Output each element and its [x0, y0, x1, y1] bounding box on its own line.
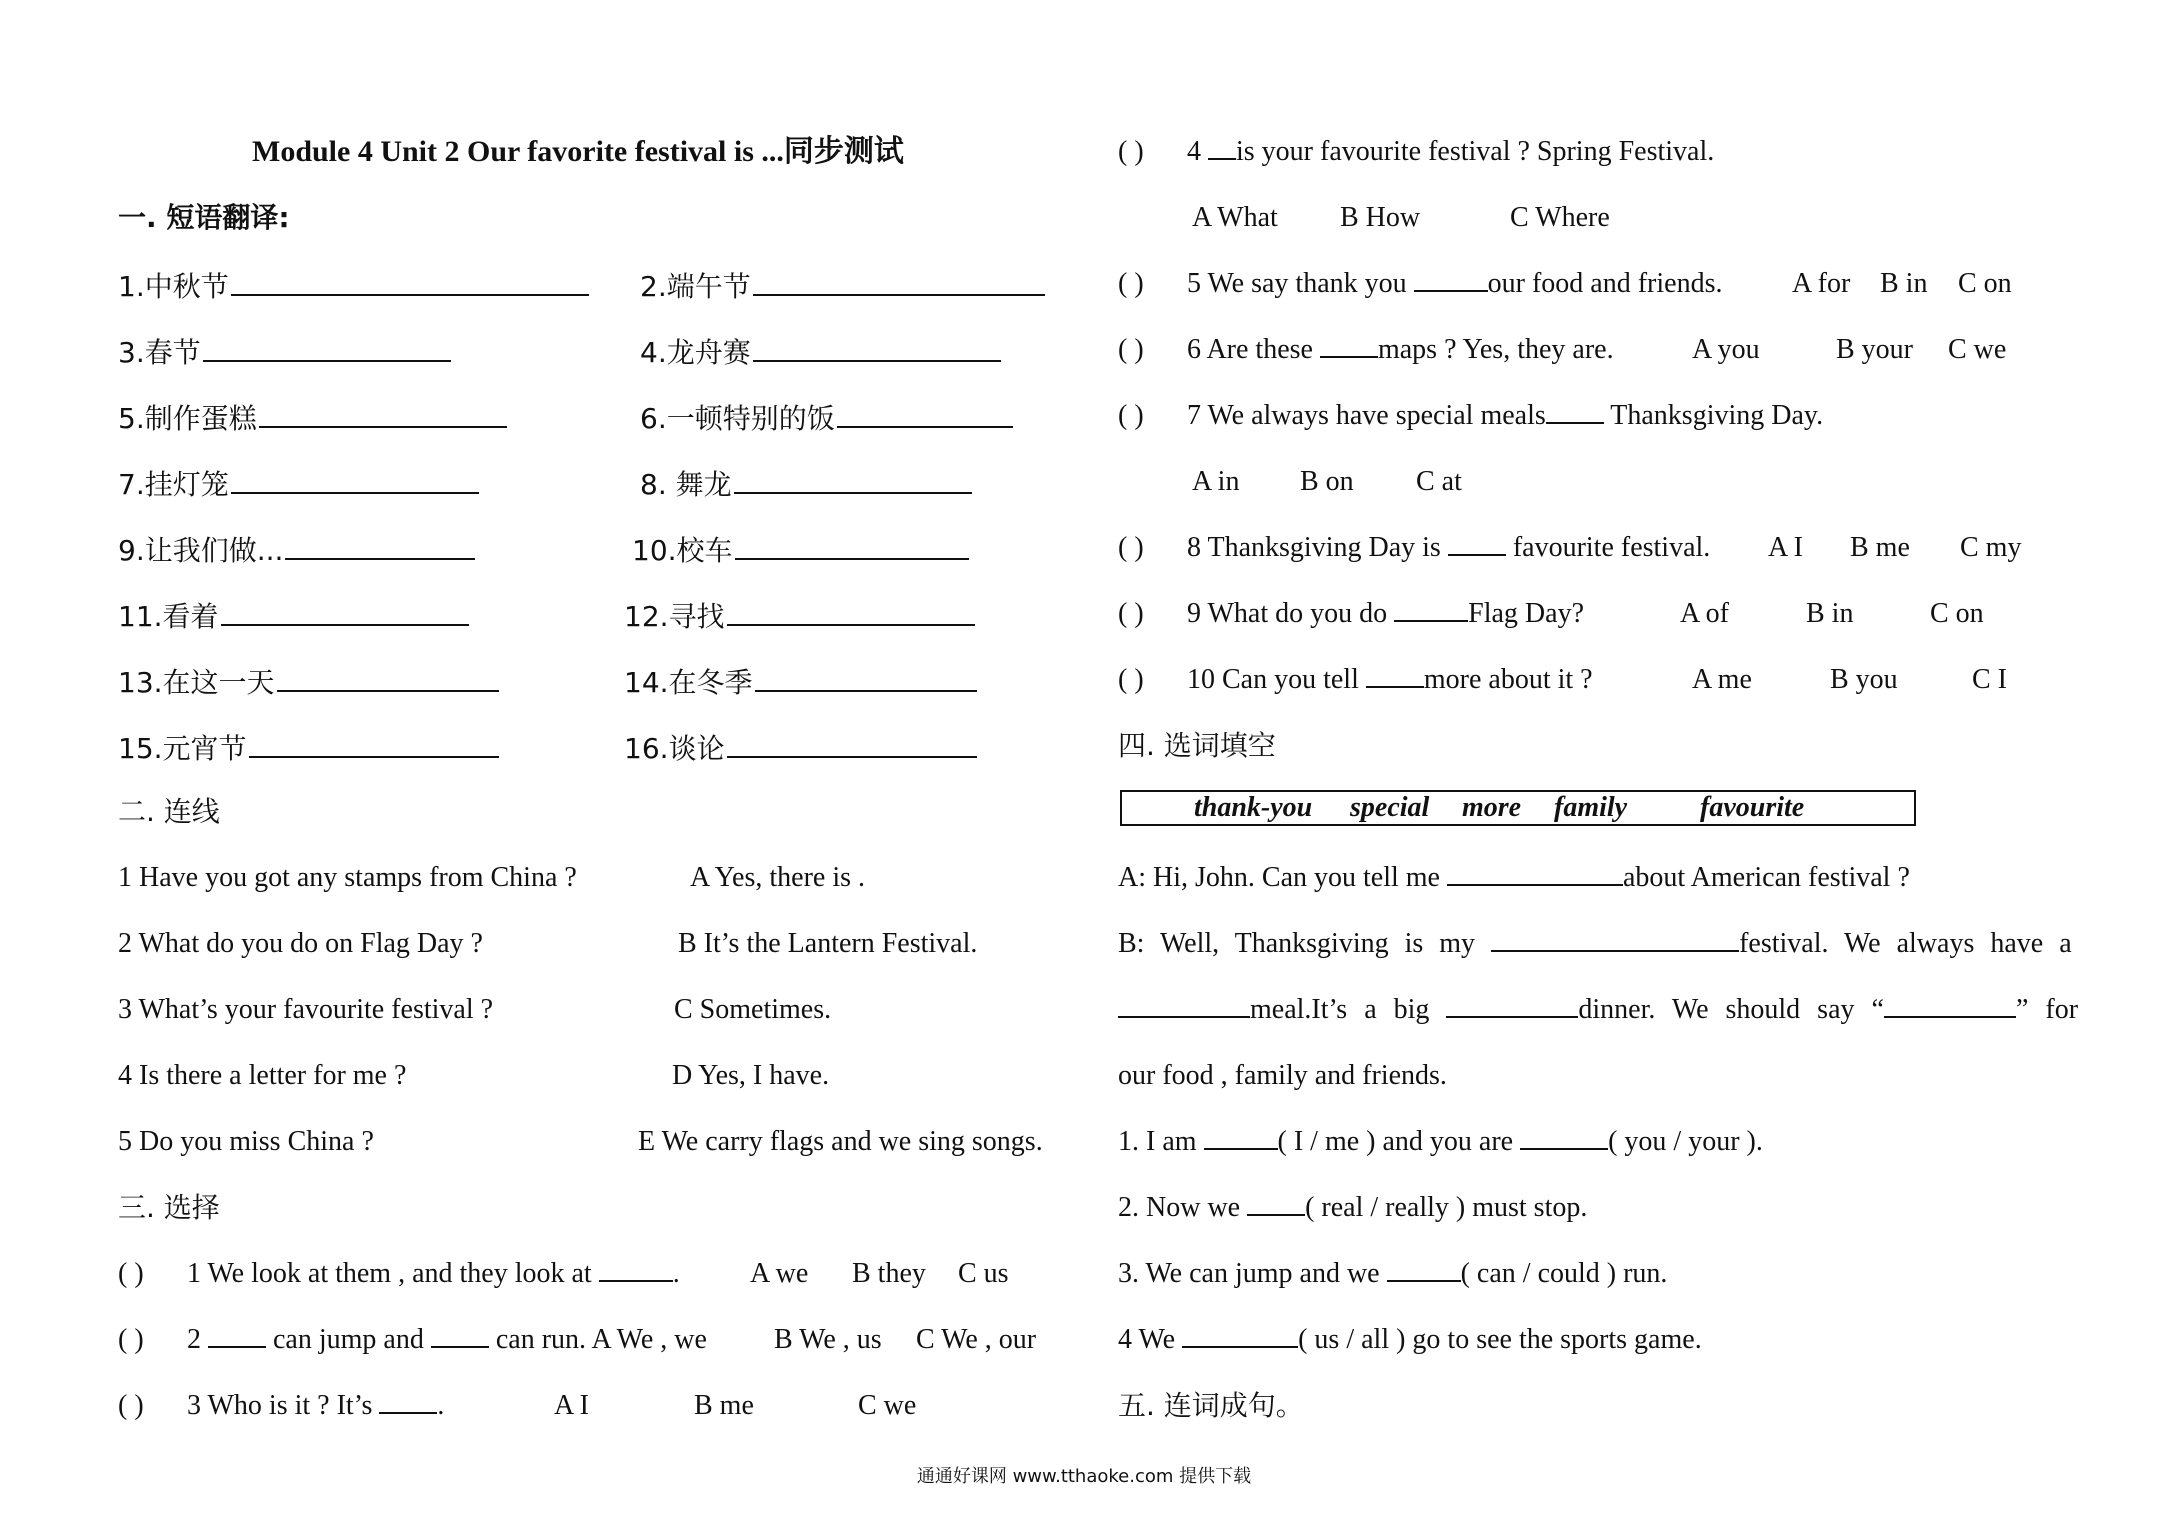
choice-question: ( ) 1 We look at them , and they look at .	[118, 1254, 680, 1294]
phrase-item: 1.中秋节	[118, 264, 589, 307]
choice-option: B they	[852, 1258, 926, 1289]
choice-option: C I	[1972, 664, 2007, 695]
phrase-item: 5.制作蛋糕	[118, 396, 507, 439]
section-3-heading: 三. 选择	[118, 1191, 220, 1224]
choice-option: B How	[1340, 202, 1421, 233]
choice-option: B your	[1836, 334, 1913, 365]
match-question: 3 What’s your favourite festival ?	[118, 994, 494, 1025]
choice-option: A we	[750, 1258, 809, 1289]
section-1-heading: 一. 短语翻译:	[118, 201, 290, 234]
section-4-heading: 四. 选词填空	[1118, 729, 1276, 762]
choice-option: B you	[1830, 664, 1898, 695]
dialogue-line: our food , family and friends.	[1118, 1060, 1447, 1091]
phrase-item: 2.端午节	[640, 264, 1045, 307]
choice-option: A you	[1692, 334, 1760, 365]
choice-option: A in	[1192, 466, 1240, 497]
choice-option: A I	[1768, 532, 1803, 563]
dialogue-line: B: Well, Thanksgiving is my festival. We always have a	[1118, 924, 2072, 964]
match-question: 1 Have you got any stamps from China ?	[118, 862, 577, 893]
choice-question: ( ) 7 We always have special meals Thanksgiving Day.	[1118, 396, 1823, 436]
choice-option: A me	[1692, 664, 1752, 695]
phrase-item: 8. 舞龙	[640, 462, 972, 505]
word-bank-word: more	[1462, 792, 1522, 823]
choice-option: C we	[858, 1390, 917, 1421]
choice-question: ( ) 6 Are these maps ? Yes, they are.	[1118, 330, 1614, 370]
choice-option: B We , us	[774, 1324, 882, 1355]
dialogue-line: meal.It’s a big dinner. We should say “ ” for	[1118, 990, 2078, 1030]
section-2-heading: 二. 连线	[118, 795, 220, 828]
word-bank-box	[1120, 790, 1916, 826]
choice-question: ( ) 2 can jump and can run. A We , we	[118, 1320, 707, 1360]
phrase-item: 9.让我们做...	[118, 528, 475, 571]
choice-option: C on	[1930, 598, 1984, 629]
fill-item: 2. Now we ( real / really ) must stop.	[1118, 1188, 1587, 1228]
choice-option: C us	[958, 1258, 1009, 1289]
choice-question: ( ) 8 Thanksgiving Day is favourite festival.	[1118, 528, 1710, 568]
match-answer: A Yes, there is .	[690, 862, 866, 893]
phrase-item: 10.校车	[632, 528, 969, 571]
choice-question: ( ) 4 is your favourite festival ? Spring Festival.	[1118, 132, 1714, 172]
choice-option: C my	[1960, 532, 2022, 563]
match-answer: B It’s the Lantern Festival.	[678, 928, 978, 959]
phrase-item: 13.在这一天	[118, 660, 499, 703]
word-bank-word: favourite	[1700, 792, 1805, 823]
phrase-item: 7.挂灯笼	[118, 462, 479, 505]
choice-option: C Where	[1510, 202, 1610, 233]
phrase-item: 6.一顿特别的饭	[640, 396, 1013, 439]
fill-item: 3. We can jump and we ( can / could ) run.	[1118, 1254, 1667, 1294]
match-answer: E We carry flags and we sing songs.	[638, 1126, 1043, 1157]
choice-question: ( ) 5 We say thank you our food and friends.	[1118, 264, 1722, 304]
choice-question: ( ) 9 What do you do Flag Day?	[1118, 594, 1584, 634]
match-question: 4 Is there a letter for me ?	[118, 1060, 407, 1091]
choice-option: A for	[1792, 268, 1851, 299]
choice-option: B on	[1300, 466, 1354, 497]
match-question: 5 Do you miss China ?	[118, 1126, 374, 1157]
choice-option: C at	[1416, 466, 1462, 497]
choice-option: B me	[694, 1390, 754, 1421]
word-bank-word: thank-you	[1194, 792, 1313, 823]
word-bank-word: family	[1554, 792, 1628, 823]
choice-option: B in	[1880, 268, 1928, 299]
choice-option: B me	[1850, 532, 1910, 563]
choice-question: ( ) 3 Who is it ? It’s .	[118, 1386, 444, 1426]
match-question: 2 What do you do on Flag Day ?	[118, 928, 483, 959]
phrase-item: 16.谈论	[624, 726, 977, 769]
phrase-item: 4.龙舟赛	[640, 330, 1001, 373]
phrase-item: 14.在冬季	[624, 660, 977, 703]
match-answer: C Sometimes.	[674, 994, 832, 1025]
choice-option: A I	[554, 1390, 589, 1421]
phrase-item: 11.看着	[118, 594, 469, 637]
match-answer: D Yes, I have.	[672, 1060, 830, 1091]
choice-option: B in	[1806, 598, 1854, 629]
choice-option: A What	[1192, 202, 1278, 233]
section-5-heading: 五. 连词成句。	[1118, 1389, 1304, 1422]
choice-option: C We , our	[916, 1324, 1037, 1355]
word-bank-word: special	[1350, 792, 1430, 823]
page-footer: 通通好课网 www.tthaoke.com 提供下载	[916, 1466, 1252, 1487]
fill-item: 1. I am ( I / me ) and you are ( you / your ).	[1118, 1122, 1763, 1162]
choice-option: C on	[1958, 268, 2012, 299]
choice-question: ( ) 10 Can you tell more about it ?	[1118, 660, 1593, 700]
phrase-item: 15.元宵节	[118, 726, 499, 769]
choice-option: A of	[1680, 598, 1729, 629]
choice-option: C we	[1948, 334, 2007, 365]
fill-item: 4 We ( us / all ) go to see the sports game.	[1118, 1320, 1702, 1360]
page-title: Module 4 Unit 2 Our favorite festival is ...同步测试	[252, 135, 904, 168]
phrase-item: 12.寻找	[624, 594, 975, 637]
dialogue-line: A: Hi, John. Can you tell me about American festival ?	[1118, 858, 1910, 898]
phrase-item: 3.春节	[118, 330, 451, 373]
